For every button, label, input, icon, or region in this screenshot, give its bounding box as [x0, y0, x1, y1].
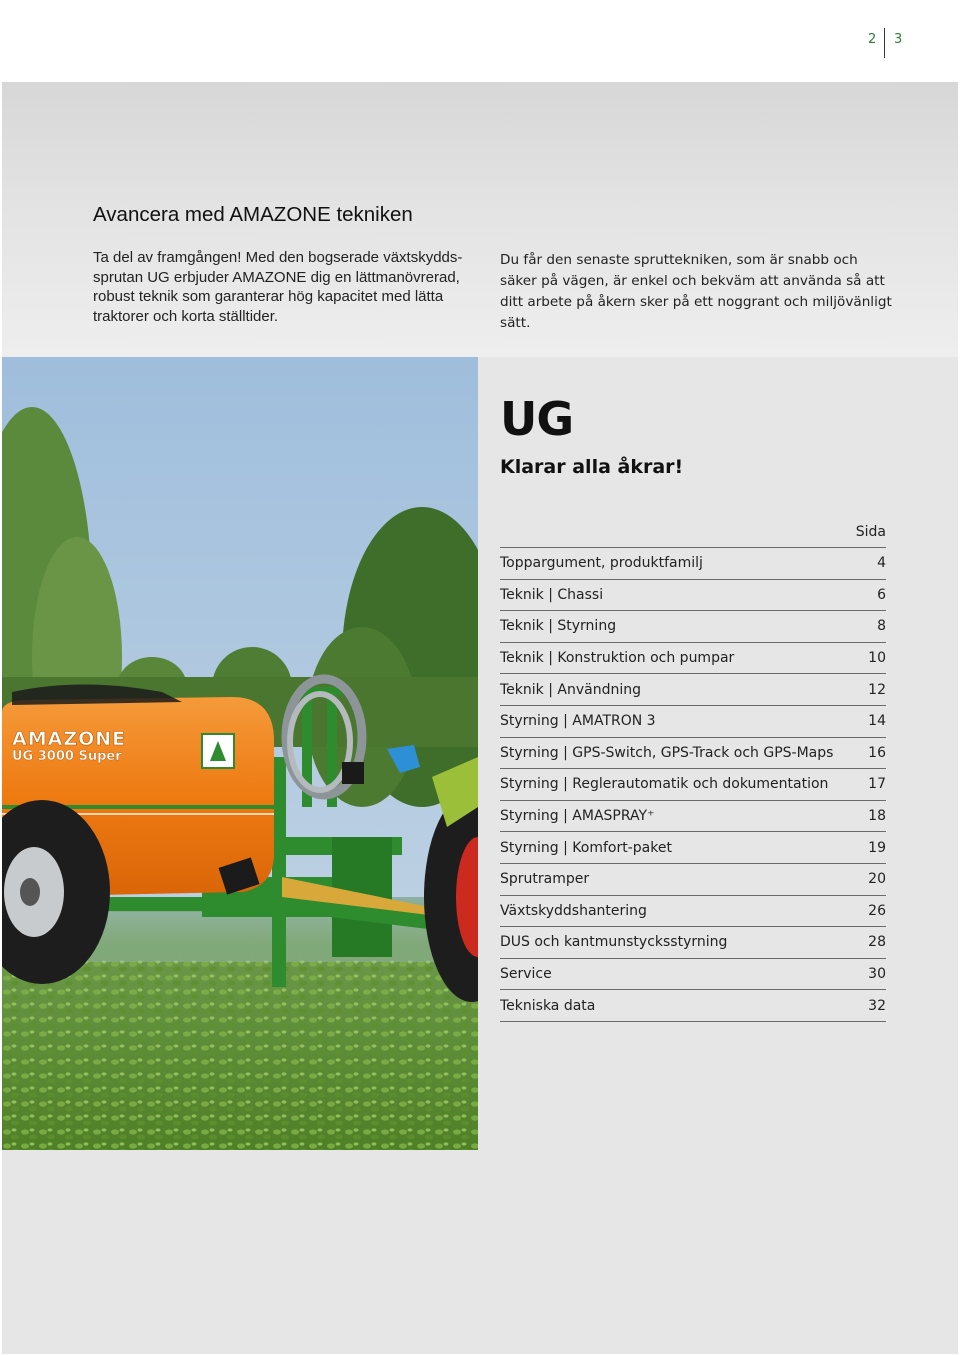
- toc-row: [500, 548, 886, 580]
- toc-label: Teknik | Användning: [500, 681, 641, 698]
- toc-row: [500, 706, 886, 738]
- toc-label: Teknik | Chassi: [500, 586, 604, 603]
- tank-brand-label: AMAZONE: [12, 728, 127, 750]
- toc-row: [500, 832, 886, 864]
- page-number-left: 2: [868, 32, 877, 47]
- toc-page-number: 10: [868, 650, 886, 667]
- toc-page-number: 17: [868, 776, 886, 793]
- toc-row: [500, 738, 886, 770]
- toc-page-number: 12: [868, 681, 886, 698]
- toc-row: [500, 580, 886, 612]
- toc-label: Styrning | Komfort-paket: [500, 839, 672, 856]
- toc-label: Toppargument, produktfamilj: [500, 555, 703, 572]
- toc-row: [500, 927, 886, 959]
- intro-text-right: Du får den senaste sprutteknikеn, som är snabb och säker på vägen, är enkel och bekväm att använda så att ditt arbete på åkern sker på ett noggrant och miljövänligt sätt.: [500, 252, 892, 331]
- toc-label: Styrning | AMASPRAY⁺: [500, 808, 655, 825]
- toc-rows: [500, 548, 886, 1022]
- toc-row: [500, 990, 886, 1022]
- toc-page-number: 26: [868, 902, 886, 919]
- toc-row: [500, 643, 886, 675]
- headline: Avancera med AMAZONE tekniken: [93, 203, 413, 226]
- toc-page-number: 4: [877, 555, 886, 572]
- toc-row: [500, 864, 886, 896]
- toc-page-number: 32: [868, 997, 886, 1014]
- toc-page-number: 6: [877, 586, 886, 603]
- toc-label: Sprutramper: [500, 871, 590, 888]
- product-photo: [2, 357, 478, 1150]
- toc-row: [500, 674, 886, 706]
- toc-row: [500, 611, 886, 643]
- toc-label: Styrning | AMATRON 3: [500, 713, 656, 730]
- toc-label: DUS och kantmunstycksstyrning: [500, 934, 728, 951]
- toc-page-number: 14: [868, 713, 886, 730]
- toc-row: [500, 801, 886, 833]
- tank-model-label: UG 3000 Super: [12, 749, 122, 764]
- slogan: Klarar alla åkrar!: [500, 456, 684, 478]
- intro-text-left: Ta del av framgången! Med den bogserade växtskydds-sprutan UG erbjuder AMAZONE dig en lättmanövrerad, robust teknik som garanterar hög kapacitet med lätta traktorer och korta ställtider.: [93, 249, 463, 325]
- toc-label: Service: [500, 966, 552, 983]
- page-number-divider: [884, 28, 885, 58]
- toc-label: Tekniska data: [500, 997, 596, 1014]
- toc-page-number: 8: [877, 618, 886, 635]
- model-title: UG: [500, 392, 574, 446]
- toc-row: [500, 959, 886, 991]
- toc-row: [500, 896, 886, 928]
- toc-page-number: 30: [868, 966, 886, 983]
- toc-row: [500, 769, 886, 801]
- toc-page-number: 16: [868, 744, 886, 761]
- toc-page-number: 20: [868, 871, 886, 888]
- toc-label: Teknik | Konstruktion och pumpar: [500, 650, 735, 667]
- toc-label: Styrning | Reglerautomatik och dokumentation: [500, 776, 829, 793]
- toc-label: Styrning | GPS-Switch, GPS-Track och GPS-Maps: [500, 744, 834, 761]
- toc-page-number: 19: [868, 839, 886, 856]
- toc-header: Sida: [500, 520, 886, 548]
- page-number-right: 3: [894, 32, 903, 47]
- toc-page-number: 18: [868, 808, 886, 825]
- table-of-contents: [500, 520, 886, 1022]
- toc-page-number: 28: [868, 934, 886, 951]
- toc-label: Växtskyddshantering: [500, 902, 647, 919]
- page-numbers: [862, 28, 922, 58]
- toc-label: Teknik | Styrning: [500, 618, 617, 635]
